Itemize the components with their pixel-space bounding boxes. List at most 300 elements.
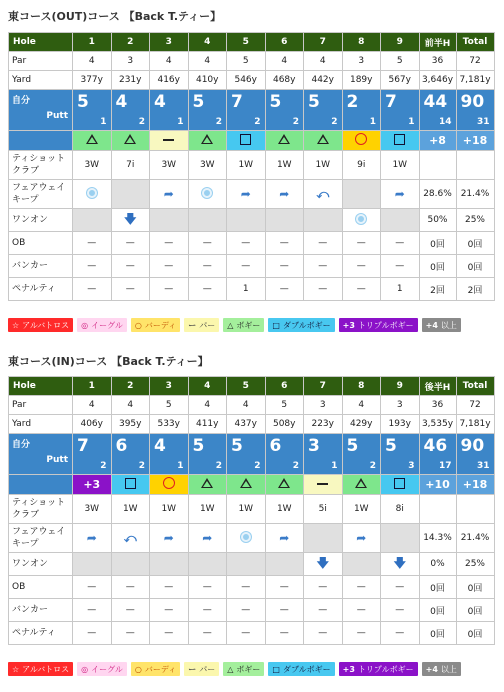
putt-half: 17 — [438, 461, 452, 471]
score-cell — [381, 434, 420, 475]
score-cell — [342, 90, 381, 131]
fairway-dot-icon — [202, 188, 212, 198]
bunker-value: — — [304, 599, 343, 622]
double-bogey-square-icon — [394, 134, 405, 145]
bogey-triangle-icon — [124, 134, 136, 144]
tee-club-value: 1W — [304, 151, 343, 180]
penalty-label: ペナルティ — [9, 622, 73, 645]
par-value: 5 — [227, 52, 266, 71]
legend-glyph: +4 — [425, 320, 438, 330]
yard-value: 377y — [73, 71, 112, 90]
legend-glyph: △ — [227, 664, 234, 674]
par-value: 4 — [342, 396, 381, 415]
hole-number: 5 — [227, 377, 266, 396]
hole-number: 2 — [111, 33, 150, 52]
score-row — [9, 90, 495, 131]
score-legend-in — [8, 662, 461, 676]
stroke-count: 5 — [346, 436, 359, 456]
legend-item — [131, 662, 180, 676]
fairway-cell — [227, 524, 266, 553]
legend-glyph: ○ — [134, 320, 142, 330]
over-par-total: +18 — [456, 475, 494, 495]
score-cell — [150, 434, 189, 475]
fairway-cell — [265, 524, 304, 553]
penalty-total: 2回 — [456, 278, 494, 301]
hole-number: 1 — [73, 33, 112, 52]
putt-count: 1 — [408, 117, 415, 127]
hole-number: 4 — [188, 377, 227, 396]
fairway-label: フェアウェイ キープ — [9, 524, 73, 553]
result-dbl-cell — [381, 475, 420, 495]
one-on-half: 0% — [419, 553, 456, 576]
penalty-value: — — [227, 622, 266, 645]
one-on-cell — [150, 553, 189, 576]
hole-number: 8 — [342, 33, 381, 52]
par-value: 3 — [381, 396, 420, 415]
putt-label: Putt — [46, 455, 68, 465]
tee-club-value: 3W — [188, 151, 227, 180]
tee-club-value: 1W — [265, 151, 304, 180]
putt-total: 31 — [476, 461, 490, 471]
par-row — [9, 396, 495, 415]
birdie-circle-icon — [355, 133, 367, 145]
curve-right-arrow-icon: ➦ — [356, 531, 367, 545]
legend-label: トリプルボギー — [357, 320, 414, 330]
putt-count: 1 — [100, 117, 107, 127]
bunker-value: — — [265, 255, 304, 278]
score-cell — [381, 90, 420, 131]
bunker-row — [9, 599, 495, 622]
tee-total — [456, 495, 494, 524]
tee-club-value: 1W — [265, 495, 304, 524]
result-birdie-cell — [150, 475, 189, 495]
result-dbl-cell — [381, 131, 420, 151]
score-cell — [265, 434, 304, 475]
ob-value: — — [304, 576, 343, 599]
legend-item — [184, 318, 219, 332]
one-on-label: ワンオン — [9, 553, 73, 576]
par-value: 4 — [188, 52, 227, 71]
stroke-half: 44 — [423, 92, 448, 112]
legend-item — [223, 662, 264, 676]
penalty-total: 0回 — [456, 622, 494, 645]
penalty-value: — — [342, 622, 381, 645]
yard-row — [9, 71, 495, 90]
ob-total: 0回 — [456, 232, 494, 255]
score-half-cell — [419, 90, 456, 131]
legend-item — [8, 318, 73, 332]
tee-club-value: 9i — [342, 151, 381, 180]
tee-label: ティショット クラブ — [9, 495, 73, 524]
penalty-value: — — [304, 622, 343, 645]
par-value: 4 — [304, 52, 343, 71]
one-on-cell — [188, 553, 227, 576]
stroke-count: 3 — [308, 436, 320, 456]
fairway-cell — [304, 524, 343, 553]
yard-half: 3,535y — [419, 415, 456, 434]
legend-label: トリプルボギー — [357, 664, 414, 674]
bunker-value: — — [73, 599, 112, 622]
ob-label: OB — [9, 576, 73, 599]
fairway-cell — [304, 180, 343, 209]
ob-half: 0回 — [419, 576, 456, 599]
stroke-count: 7 — [77, 436, 89, 456]
tee-club-value: 3W — [73, 151, 112, 180]
fairway-cell — [227, 180, 266, 209]
penalty-value: — — [381, 622, 420, 645]
hole-number: 9 — [381, 33, 420, 52]
triple-bogey-text: +3 — [83, 478, 101, 491]
hole-number: 9 — [381, 377, 420, 396]
penalty-value: — — [150, 278, 189, 301]
total-label: Total — [456, 377, 494, 396]
one-on-cell — [150, 209, 189, 232]
hole-number: 6 — [265, 33, 304, 52]
bunker-value: — — [150, 599, 189, 622]
curve-left-arrow-icon: ⤺ — [316, 186, 330, 201]
ob-value: — — [188, 576, 227, 599]
one-on-cell — [342, 209, 381, 232]
legend-glyph: ◎ — [81, 664, 89, 674]
putt-count: 2 — [254, 117, 261, 127]
yard-value: 508y — [265, 415, 304, 434]
bogey-triangle-icon — [201, 134, 213, 144]
par-dash-icon — [163, 139, 174, 141]
result-bogey-cell — [304, 131, 343, 151]
tee-club-value: 5i — [304, 495, 343, 524]
ob-value: — — [227, 232, 266, 255]
curve-right-arrow-icon: ➦ — [279, 187, 290, 201]
tee-club-row — [9, 151, 495, 180]
one-on-total: 25% — [456, 209, 494, 232]
hole-number: 3 — [150, 33, 189, 52]
ob-value: — — [304, 232, 343, 255]
result-bogey-cell — [227, 475, 266, 495]
yard-value: 193y — [381, 415, 420, 434]
score-cell — [227, 90, 266, 131]
legend-item — [131, 318, 180, 332]
hole-number: 2 — [111, 377, 150, 396]
bogey-triangle-icon — [201, 478, 213, 488]
par-value: 3 — [342, 52, 381, 71]
score-half-cell — [419, 434, 456, 475]
putt-count: 1 — [177, 117, 184, 127]
yard-value: 406y — [73, 415, 112, 434]
penalty-half: 2回 — [419, 278, 456, 301]
putt-count: 2 — [292, 461, 299, 471]
tee-club-row — [9, 495, 495, 524]
putt-count: 2 — [100, 461, 107, 471]
score-cell — [304, 434, 343, 475]
legend-glyph: +4 — [425, 664, 438, 674]
penalty-value: 1 — [381, 278, 420, 301]
score-cell — [111, 90, 150, 131]
yard-value: 468y — [265, 71, 304, 90]
score-cell — [304, 90, 343, 131]
bunker-value: — — [381, 599, 420, 622]
legend-item — [8, 662, 73, 676]
fairway-dot-icon — [241, 532, 251, 542]
penalty-value: — — [304, 278, 343, 301]
legend-item — [223, 318, 264, 332]
ob-value: — — [265, 232, 304, 255]
result-par-cell — [304, 475, 343, 495]
legend-label: アルバトロス — [22, 320, 70, 330]
bogey-triangle-icon — [355, 478, 367, 488]
legend-label: イーグル — [91, 664, 123, 674]
bunker-value: — — [304, 255, 343, 278]
bunker-value: — — [73, 255, 112, 278]
hole-number: 6 — [265, 377, 304, 396]
over-par-half: +10 — [419, 475, 456, 495]
one-on-cell — [265, 209, 304, 232]
one-on-cell — [227, 553, 266, 576]
putt-count: 2 — [292, 117, 299, 127]
total-label: Total — [456, 33, 494, 52]
one-on-cell — [381, 209, 420, 232]
fairway-half: 14.3% — [419, 524, 456, 553]
bunker-value: — — [111, 599, 150, 622]
yard-value: 546y — [227, 71, 266, 90]
legend-label: 以上 — [440, 320, 457, 330]
penalty-value: — — [150, 622, 189, 645]
par-value: 5 — [265, 396, 304, 415]
penalty-value: — — [73, 622, 112, 645]
yard-half: 3,646y — [419, 71, 456, 90]
legend-glyph: △ — [227, 320, 234, 330]
yard-value: 231y — [111, 71, 150, 90]
par-value: 5 — [381, 52, 420, 71]
bogey-triangle-icon — [317, 134, 329, 144]
one-on-cell — [188, 209, 227, 232]
score-row — [9, 434, 495, 475]
ob-row — [9, 576, 495, 599]
legend-item — [268, 318, 334, 332]
legend-glyph: ○ — [134, 664, 142, 674]
legend-label: バーディ — [144, 664, 177, 674]
par-half: 36 — [419, 52, 456, 71]
curve-right-arrow-icon: ➦ — [394, 187, 405, 201]
curve-right-arrow-icon: ➦ — [202, 531, 213, 545]
one-on-row — [9, 209, 495, 232]
yard-value: 567y — [381, 71, 420, 90]
stroke-count: 5 — [308, 92, 320, 112]
fairway-cell — [381, 524, 420, 553]
par-label: Par — [9, 396, 73, 415]
penalty-row — [9, 278, 495, 301]
bunker-label: バンカー — [9, 255, 73, 278]
out-scorecard-table — [8, 32, 495, 301]
legend-item — [422, 318, 461, 332]
result-triple-cell — [73, 475, 112, 495]
par-label: Par — [9, 52, 73, 71]
ob-value: — — [73, 232, 112, 255]
one-on-cell — [304, 553, 343, 576]
self-label: 自分 — [12, 96, 31, 106]
ob-value: — — [150, 232, 189, 255]
tee-club-value: 3W — [150, 151, 189, 180]
result-symbol-row — [9, 131, 495, 151]
stroke-count: 4 — [154, 92, 166, 112]
hole-header-row — [9, 33, 495, 52]
penalty-value: — — [265, 278, 304, 301]
putt-count: 2 — [215, 461, 222, 471]
bunker-total: 0回 — [456, 599, 494, 622]
result-dbl-cell — [111, 475, 150, 495]
par-value: 4 — [188, 396, 227, 415]
hole-label: Hole — [9, 377, 73, 396]
yard-total: 7,181y — [456, 415, 494, 434]
symbol-label-blank — [9, 131, 73, 151]
par-value: 5 — [150, 396, 189, 415]
hole-number: 7 — [304, 33, 343, 52]
par-value: 3 — [304, 396, 343, 415]
bunker-value: — — [188, 255, 227, 278]
par-value: 4 — [73, 52, 112, 71]
legend-item — [184, 662, 219, 676]
one-on-row — [9, 553, 495, 576]
half-label: 前半H — [419, 33, 456, 52]
result-symbol-row — [9, 475, 495, 495]
one-on-cell — [342, 553, 381, 576]
score-cell — [73, 434, 112, 475]
yard-value: 189y — [342, 71, 381, 90]
legend-glyph: ◎ — [81, 320, 89, 330]
one-on-half: 50% — [419, 209, 456, 232]
ob-value: — — [381, 232, 420, 255]
result-bogey-cell — [73, 131, 112, 151]
penalty-value: — — [188, 278, 227, 301]
tee-club-value: 1W — [227, 151, 266, 180]
bunker-value: — — [265, 599, 304, 622]
legend-glyph: ☆ — [12, 320, 20, 330]
curve-right-arrow-icon: ➦ — [279, 531, 290, 545]
bunker-value: — — [342, 255, 381, 278]
stroke-total: 90 — [460, 92, 485, 112]
result-bogey-cell — [265, 475, 304, 495]
stroke-count: 5 — [231, 436, 243, 456]
fairway-cell — [73, 180, 112, 209]
curve-right-arrow-icon: ➦ — [163, 531, 174, 545]
ob-value: — — [73, 576, 112, 599]
bogey-triangle-icon — [240, 478, 252, 488]
fairway-cell — [381, 180, 420, 209]
fairway-cell — [265, 180, 304, 209]
curve-left-arrow-icon: ⤺ — [123, 530, 137, 545]
fairway-cell — [342, 524, 381, 553]
down-arrow-icon: 🡇 — [316, 555, 329, 570]
result-bogey-cell — [188, 131, 227, 151]
legend-label: イーグル — [91, 320, 123, 330]
legend-item — [422, 662, 461, 676]
legend-glyph: ー — [188, 664, 197, 674]
hole-header-row — [9, 377, 495, 396]
putt-label: Putt — [46, 111, 68, 121]
fairway-cell — [342, 180, 381, 209]
tee-club-value: 7i — [111, 151, 150, 180]
fairway-dot-icon — [356, 214, 366, 224]
score-cell — [73, 90, 112, 131]
yard-value: 410y — [188, 71, 227, 90]
par-value: 4 — [150, 52, 189, 71]
bogey-triangle-icon — [86, 134, 98, 144]
stroke-count: 5 — [77, 92, 89, 112]
legend-item — [77, 318, 127, 332]
stroke-count: 5 — [385, 436, 397, 456]
ob-total: 0回 — [456, 576, 494, 599]
hole-number: 8 — [342, 377, 381, 396]
legend-item — [77, 662, 127, 676]
putt-count: 2 — [138, 461, 145, 471]
par-half: 36 — [419, 396, 456, 415]
tee-club-value: 1W — [381, 151, 420, 180]
fairway-cell — [111, 524, 150, 553]
result-dbl-cell — [227, 131, 266, 151]
legend-label: ダブルボギー — [282, 320, 331, 330]
yard-value: 223y — [304, 415, 343, 434]
par-value: 3 — [111, 52, 150, 71]
bunker-value: — — [227, 255, 266, 278]
tee-label: ティショット クラブ — [9, 151, 73, 180]
penalty-row — [9, 622, 495, 645]
ob-value: — — [342, 576, 381, 599]
par-value: 4 — [265, 52, 304, 71]
penalty-value: — — [73, 278, 112, 301]
fairway-label: フェアウェイ キープ — [9, 180, 73, 209]
score-cell — [111, 434, 150, 475]
down-arrow-icon: 🡇 — [124, 211, 137, 226]
penalty-half: 0回 — [419, 622, 456, 645]
score-cell — [188, 434, 227, 475]
legend-item — [339, 662, 418, 676]
penalty-label: ペナルティ — [9, 278, 73, 301]
putt-count: 2 — [215, 117, 222, 127]
stroke-count: 6 — [115, 436, 128, 456]
stroke-count: 5 — [269, 92, 282, 112]
stroke-half: 46 — [423, 436, 448, 456]
stroke-count: 4 — [115, 92, 128, 112]
penalty-value: — — [188, 622, 227, 645]
stroke-count: 5 — [192, 436, 205, 456]
legend-item — [339, 318, 418, 332]
bunker-label: バンカー — [9, 599, 73, 622]
score-cell — [188, 90, 227, 131]
legend-glyph: ー — [188, 320, 197, 330]
score-cell — [227, 434, 266, 475]
ob-value: — — [111, 576, 150, 599]
bunker-total: 0回 — [456, 255, 494, 278]
legend-label: パー — [199, 664, 216, 674]
par-row — [9, 52, 495, 71]
out-course-title: 東コース(OUT)コース 【Back T.ティー】 — [8, 10, 222, 23]
fairway-half: 28.6% — [419, 180, 456, 209]
legend-glyph: □ — [272, 320, 280, 330]
penalty-value: — — [111, 622, 150, 645]
putt-count: 1 — [177, 461, 184, 471]
yard-label: Yard — [9, 71, 73, 90]
par-value: 4 — [227, 396, 266, 415]
bunker-value: — — [150, 255, 189, 278]
par-dash-icon — [317, 483, 328, 485]
result-par-cell — [150, 131, 189, 151]
putt-count: 2 — [254, 461, 261, 471]
stroke-count: 2 — [346, 92, 359, 112]
ob-half: 0回 — [419, 232, 456, 255]
one-on-cell — [304, 209, 343, 232]
tee-club-value: 8i — [381, 495, 420, 524]
one-on-cell — [111, 553, 150, 576]
in-scorecard-table — [8, 376, 495, 645]
